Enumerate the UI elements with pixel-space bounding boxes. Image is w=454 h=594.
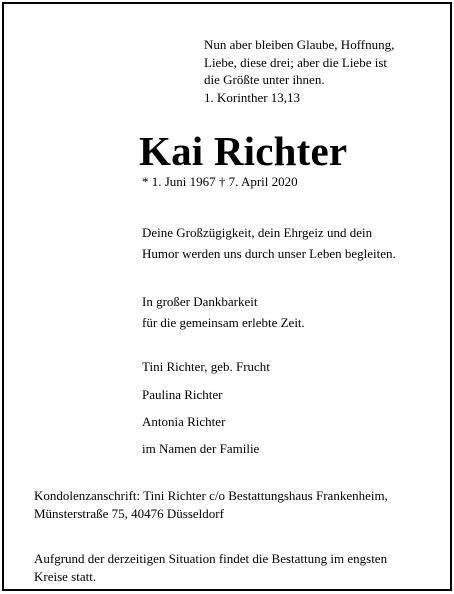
verse-line: die Größte unter ihnen.: [204, 72, 325, 87]
obituary-frame: [2, 2, 452, 591]
verse-line: Nun aber bleiben Glaube, Hoffnung,: [204, 37, 395, 52]
life-dates: * 1. Juni 1967 † 7. April 2020: [142, 174, 298, 189]
verse-reference: 1. Korinther 13,13: [204, 89, 301, 105]
signer-name: Tini Richter, geb. Frucht: [142, 359, 270, 374]
gratitude-text: [142, 291, 305, 333]
deceased-name: Kai Richter: [139, 128, 348, 174]
signer-name: Paulina Richter: [142, 387, 223, 402]
condolence-line: Kondolenzanschrift: Tini Richter c/o Bestattungshaus Frankenheim,: [34, 488, 388, 503]
verse-line: Liebe, diese drei; aber die Liebe ist: [204, 54, 388, 70]
bible-verse: [204, 36, 394, 106]
condolence-line: Münsterstraße 75, 40476 Düsseldorf: [34, 506, 224, 521]
signer-name: Antonia Richter: [142, 414, 226, 429]
tribute-line: Humor werden uns durch unser Leben begleiten.: [142, 246, 396, 261]
gratitude-line: In großer Dankbarkeit: [142, 294, 258, 309]
gratitude-line: für die gemeinsam erlebte Zeit.: [142, 315, 305, 330]
family-signature: im Namen der Familie: [142, 441, 260, 456]
notice-line: Aufgrund der derzeitigen Situation findet die Bestattung im engsten: [34, 551, 388, 566]
funeral-notice: [34, 550, 387, 586]
tribute-text: [142, 222, 396, 264]
tribute-line: Deine Großzügigkeit, dein Ehrgeiz und dein: [142, 225, 373, 240]
notice-line: Kreise statt.: [34, 569, 97, 584]
condolence-address: [34, 487, 388, 523]
